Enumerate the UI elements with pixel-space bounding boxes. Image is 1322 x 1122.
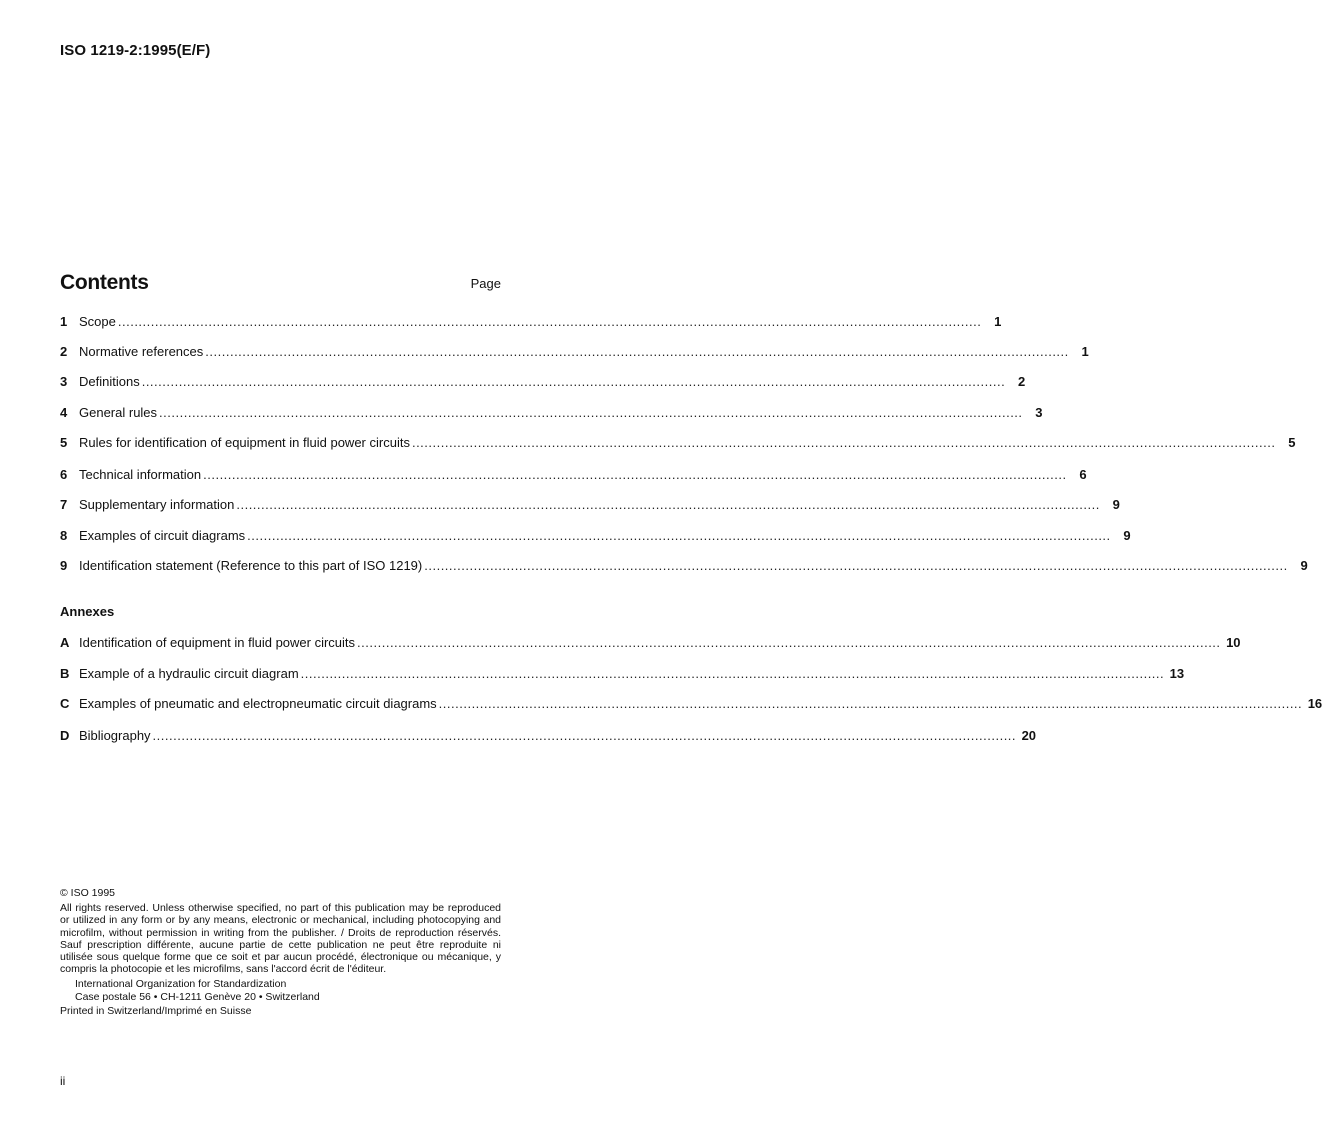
- rights-statement: All rights reserved. Unless otherwise specified, no part of this publication may be reproduced or utilized in any form or by any means, electronic or mechanical, including photocopying and microfilm, without permission in writing from the publisher. / Droits de reproduction réservés. Sauf prescription différente, aucune partie de cette publication ne peut être reproduite ni utilisée sous quelque forme que ce soit et par aucun procédé, électronique ou mécanique, y compris la photocopie et les microfilms, sans l'accord écrit de l'éditeur.: [60, 902, 501, 976]
- toc-leader-dots: [142, 373, 1005, 391]
- toc-leader-dots: [412, 434, 1275, 452]
- annex-entry[interactable]: [60, 634, 1241, 652]
- toc-entry-number: 7: [60, 497, 68, 512]
- toc-entry[interactable]: [60, 466, 1087, 484]
- toc-entry-page: 1: [994, 314, 1002, 329]
- toc-entry-page: 5: [1288, 435, 1296, 450]
- toc-entry[interactable]: [60, 313, 1002, 331]
- toc-entry-number: 3: [60, 374, 68, 389]
- annex-letter: A: [60, 635, 70, 650]
- toc-leader-dots: [357, 634, 1220, 652]
- toc-entry-number: 2: [60, 344, 68, 359]
- toc-entry-title: Scope: [79, 314, 116, 329]
- org-name: International Organization for Standardization: [75, 978, 287, 991]
- toc-leader-dots: [118, 313, 981, 331]
- toc-entry-title: Supplementary information: [79, 497, 235, 512]
- annex-title: Identification of equipment in fluid power circuits: [79, 635, 356, 650]
- toc-entry-page: 9: [1112, 497, 1120, 512]
- toc-entry-title: Normative references: [79, 344, 204, 359]
- annex-letter: D: [60, 728, 70, 743]
- toc-entry-number: 9: [60, 558, 68, 573]
- toc-entry[interactable]: [60, 496, 1120, 514]
- annex-letter: C: [60, 696, 70, 711]
- toc-leader-dots: [301, 665, 1164, 683]
- annex-entry[interactable]: [60, 727, 1037, 745]
- copyright-notice: [60, 887, 501, 1017]
- toc-leader-dots: [203, 466, 1066, 484]
- document-id: ISO 1219-2:1995(E/F): [60, 42, 211, 59]
- toc-entry[interactable]: [60, 343, 1089, 361]
- org-address: Case postale 56 • CH-1211 Genève 20 • Switzerland: [75, 990, 320, 1003]
- annex-page: 13: [1169, 666, 1185, 681]
- annex-title: Examples of pneumatic and electropneumatic circuit diagrams: [79, 696, 437, 711]
- toc-leader-dots: [159, 404, 1022, 422]
- annex-entry[interactable]: [60, 665, 1185, 683]
- annex-page: 20: [1021, 728, 1037, 743]
- publisher-address: [60, 978, 501, 1002]
- toc-entry[interactable]: [60, 373, 1026, 391]
- toc-entry-number: 4: [60, 405, 68, 420]
- toc-entry-title: Definitions: [79, 374, 140, 389]
- toc-entry-title: Technical information: [79, 467, 202, 482]
- toc-entry-page: 3: [1035, 405, 1043, 420]
- toc-leader-dots: [236, 496, 1099, 514]
- toc-entry-page: 2: [1017, 374, 1026, 389]
- toc-entry[interactable]: [60, 434, 1296, 452]
- toc-leader-dots: [153, 727, 1016, 745]
- toc-entry[interactable]: [60, 527, 1131, 545]
- printed-in: Printed in Switzerland/Imprimé en Suisse: [60, 1004, 252, 1017]
- annex-letter: B: [60, 666, 70, 681]
- annex-entry[interactable]: [60, 695, 1322, 713]
- toc-leader-dots: [247, 527, 1110, 545]
- page-number: ii: [60, 1074, 66, 1088]
- toc-entry-title: General rules: [79, 405, 158, 420]
- toc-entry-page: 6: [1079, 467, 1087, 482]
- toc-entry-number: 5: [60, 435, 68, 450]
- contents-title: Contents: [60, 271, 149, 294]
- toc-entry-title: Rules for identification of equipment in fluid power circuits: [79, 435, 410, 450]
- annex-page: 16: [1307, 696, 1322, 711]
- toc-entry[interactable]: [60, 557, 1308, 575]
- toc-entry-number: 6: [60, 467, 68, 482]
- toc-entry-page: 1: [1081, 344, 1089, 359]
- copyright-line: © ISO 1995: [60, 887, 116, 899]
- annex-title: Bibliography: [79, 728, 151, 743]
- toc-entry-title: Examples of circuit diagrams: [79, 528, 246, 543]
- toc-entry-number: 8: [60, 528, 68, 543]
- annexes-heading: Annexes: [60, 604, 115, 619]
- toc-entry-title: Identification statement (Reference to this part of ISO 1219): [79, 558, 423, 573]
- toc-leader-dots: [205, 343, 1068, 361]
- toc-leader-dots: [424, 557, 1287, 575]
- toc-entry-number: 1: [60, 314, 68, 329]
- annex-title: Example of a hydraulic circuit diagram: [79, 666, 299, 681]
- annex-page: 10: [1226, 635, 1241, 650]
- toc-entry-page: 9: [1300, 558, 1308, 573]
- toc-entry[interactable]: [60, 404, 1043, 422]
- toc-entry-page: 9: [1123, 528, 1131, 543]
- page-column-label: Page: [470, 276, 501, 291]
- toc-leader-dots: [439, 695, 1302, 713]
